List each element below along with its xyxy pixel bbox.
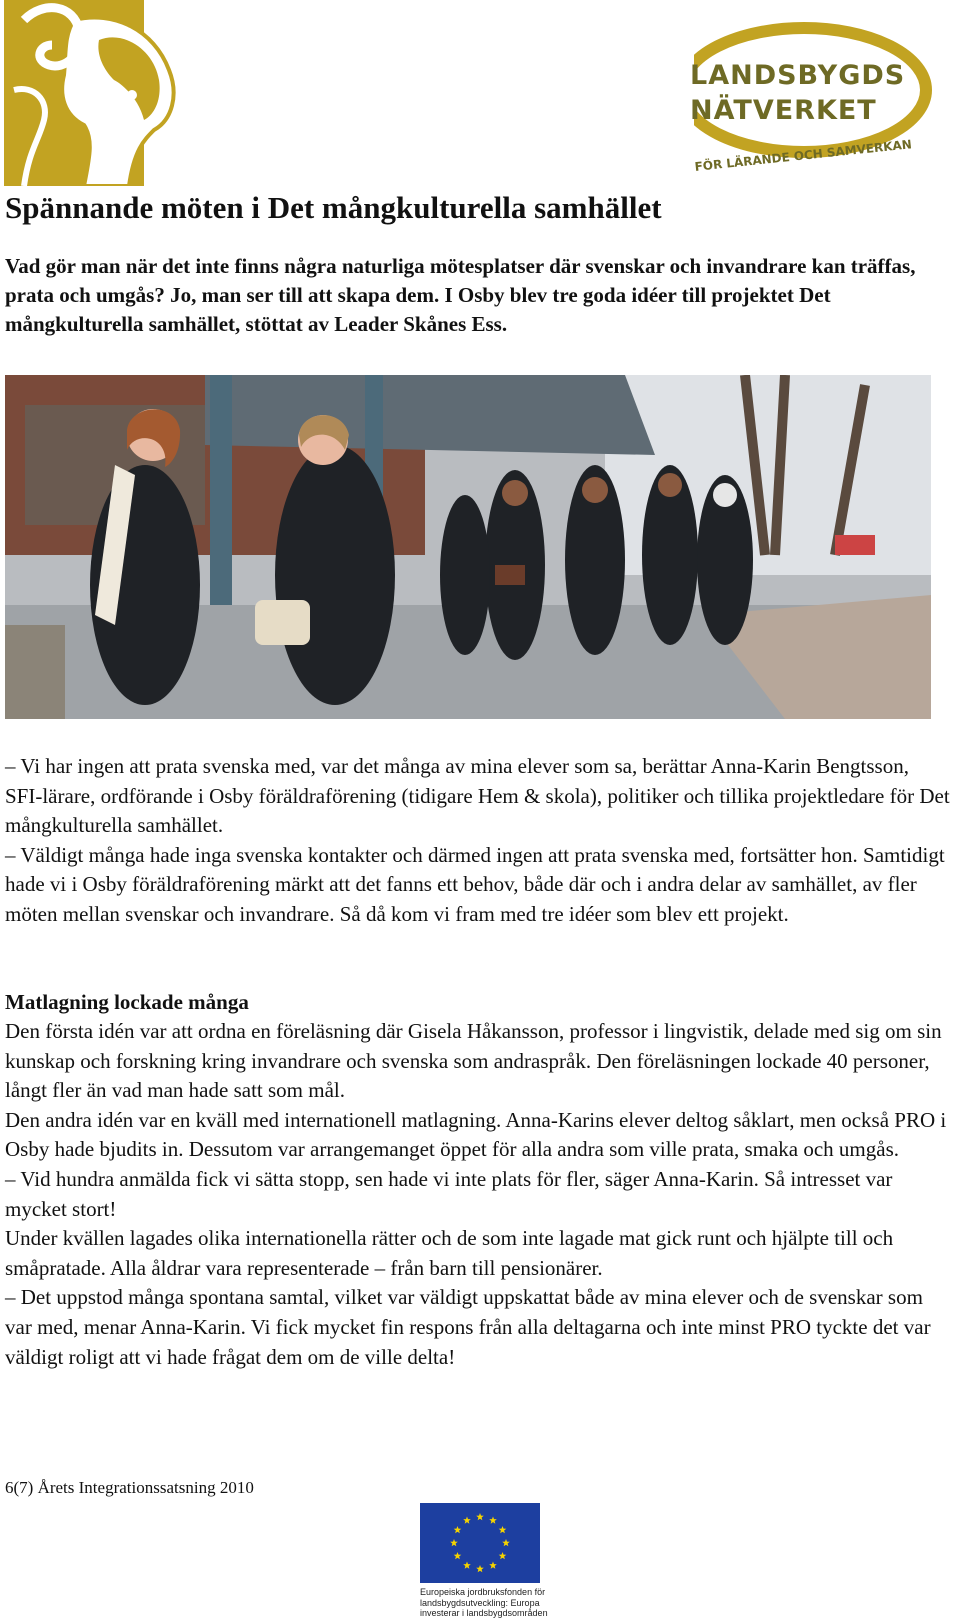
- paragraph: Den första idén var att ordna en föreläsning där Gisela Håkansson, professor i lingvistik, delade med sig om sin kunskap och forskning kring invandrare och svenska som andraspråk. Den föreläsningen lockade 40 personer, långt fler än vad man hade satt som mål.: [5, 1019, 942, 1103]
- caption-line: Europeiska jordbruksfonden för: [420, 1587, 546, 1597]
- logo-tagline: FÖR LÄRANDE OCH SAMVERKAN: [694, 137, 913, 174]
- caption-line: landsbygdsutveckling: Europa: [420, 1597, 540, 1608]
- article-title: Spännande möten i Det mångkulturella samhället: [5, 190, 662, 225]
- section-heading: Matlagning lockade många: [5, 990, 249, 1014]
- caption-line: investerar i landsbygdsområden: [420, 1608, 548, 1618]
- landsbygdsnatverket-logo: [672, 20, 960, 192]
- logo-text-line1: LANDSBYGDS: [690, 60, 906, 91]
- paragraph: – Vid hundra anmälda fick vi sätta stopp, sen hade vi inte plats för fler, säger Anna-Karin. Så intresset var mycket stort!: [5, 1166, 893, 1221]
- article-body-cooking: [5, 1017, 950, 1372]
- group-walking-photo: [5, 375, 931, 719]
- paragraph: Under kvällen lagades olika internationella rätter och de som inte lagade mat gick runt och hjälpte till och småpratade. Alla åldrar vara representerade – från barn till pensionärer.: [5, 1226, 894, 1280]
- paragraph: – Vi har ingen att prata svenska med, var det många av mina elever som sa, berättar Anna-Karin Bengtsson, SFI-lärare, ordförande i Osby föräldraförening (tidigare Hem & skola), politiker och tillika projektledare för Det mångkulturella samhället.: [5, 754, 950, 838]
- eu-flag-icon: [420, 1503, 540, 1583]
- paragraph: – Det uppstod många spontana samtal, vilket var väldigt uppskattat både av mina elever och de svenskar som var med, menar Anna-Karin. Vi fick mycket fin respons från alla deltagarna och inte minst PRO tyckte det var väldigt roligt att vi hade frågat dem om de ville delta!: [5, 1285, 931, 1369]
- paragraph: – Väldigt många hade inga svenska kontakter och därmed ingen att prata svenska med, fortsätter hon. Samtidigt hade vi i Osby föräldraförening märkt att det fanns ett behov, både där och i andra delar av samhället, av fler möten mellan svenskar och invandrare. Så då kom vi fram med tre idéer som blev ett projekt.: [5, 842, 945, 926]
- eu-fund-caption: [420, 1587, 560, 1619]
- article-lead: Vad gör man när det inte finns några naturliga mötesplatser där svenskar och invandrare kan träffas, prata och umgås? Jo, man ser till att skapa dem. I Osby blev tre goda idéer till projektet Det mångkulturella samhället, stöttat av Leader Skånes Ess.: [5, 254, 916, 336]
- logo-text-line2: NÄTVERKET: [690, 95, 877, 126]
- article-body-intro: [5, 752, 950, 930]
- ram-logo-icon: [4, 0, 186, 186]
- paragraph: Den andra idén var en kväll med internationell matlagning. Anna-Karins elever deltog såklart, men också PRO i Osby hade bjudits in. Dessutom var arrangemanget öppet för alla andra som ville prata, smaka och umgås.: [5, 1107, 947, 1162]
- page-footer: 6(7) Årets Integrationssatsning 2010: [5, 1478, 254, 1497]
